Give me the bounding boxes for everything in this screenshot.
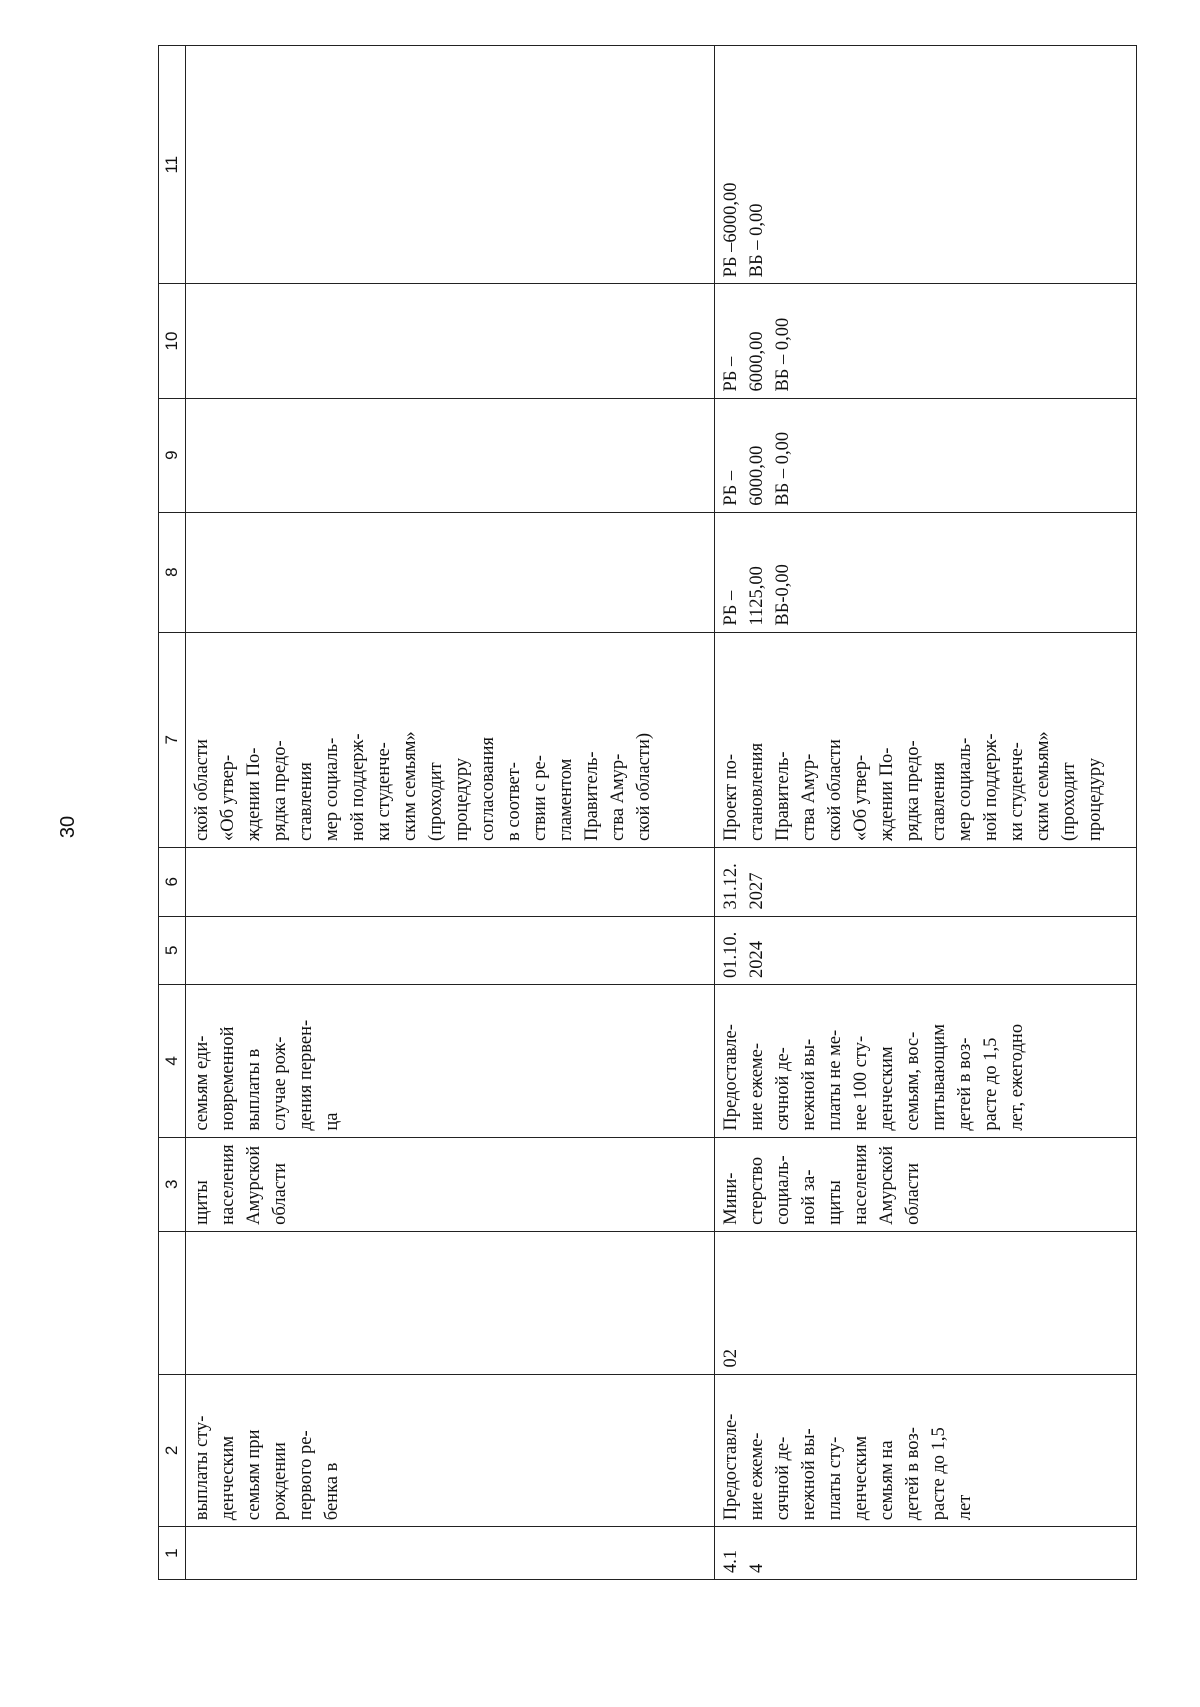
cell-result: семьям еди- новременной выплаты в случае рож- дения первен- ца [186,985,715,1138]
header-cell: 5 [159,916,186,984]
header-cell: 6 [159,848,186,916]
cell-number: 4.1 4 [715,1527,1137,1580]
header-cell: 7 [159,632,186,847]
cell-responsible: Мини- стерство социаль- ной за- щиты населения Амурской области [715,1137,1137,1231]
header-cell: 1 [159,1527,186,1580]
cell-funding-2024 [186,512,715,632]
page-number: 30 [57,815,79,839]
cell-end-date: 31.12. 2027 [715,848,1137,916]
cell-funding-2027 [186,46,715,284]
rotated-table-wrapper [158,45,1143,1580]
cell-responsible: щиты населения Амурской области [186,1137,715,1231]
cell-code [186,1231,715,1374]
header-row [159,46,186,1580]
header-cell [159,1231,186,1374]
header-cell: 11 [159,46,186,284]
table-row [715,46,1137,1580]
cell-start-date: 01.10. 2024 [715,916,1137,984]
cell-measure-name: выплаты сту- денческим семьям при рождении первого ре- бенка в [186,1374,715,1527]
header-cell: 9 [159,398,186,512]
cell-funding-2026 [186,284,715,398]
header-cell: 2 [159,1374,186,1527]
cell-funding-2026: РБ – 6000,00 ВБ – 0,00 [715,284,1137,398]
cell-number [186,1527,715,1580]
measures-table [158,45,1137,1580]
cell-end-date [186,848,715,916]
cell-legal-act: ской области «Об утвер- ждении По- рядка предо- ставления мер социаль- ной поддерж- ки студенче- ским семьям» (проходит процедуру согласования в соответ- ствии с ре- гламентом Правитель- ства Амур- ской области) [186,632,715,847]
cell-funding-2024: РБ – 1125,00 ВБ-0,00 [715,512,1137,632]
header-cell: 10 [159,284,186,398]
cell-result: Предоставле- ние ежеме- сячной де- нежной вы- платы не ме- нее 100 сту- денческим семьям, вос- питывающим детей в воз- расте до 1,5 лет, ежегодно [715,985,1137,1138]
cell-legal-act: Проект по- становления Правитель- ства Амур- ской области «Об утвер- ждении По- рядка предо- ставления мер социаль- ной поддерж- ки студенче- ским семьям» (проходит процедуру [715,632,1137,847]
cell-code: 02 [715,1231,1137,1374]
cell-funding-2025: РБ – 6000,00 ВБ – 0,00 [715,398,1137,512]
header-cell: 8 [159,512,186,632]
cell-start-date [186,916,715,984]
header-cell: 3 [159,1137,186,1231]
table-row [186,46,715,1580]
cell-measure-name: Предоставле- ние ежеме- сячной де- нежной вы- платы сту- денческим семьям на детей в воз- расте до 1,5 лет [715,1374,1137,1527]
header-cell: 4 [159,985,186,1138]
cell-funding-2025 [186,398,715,512]
cell-funding-2027: РБ –6000,00 ВБ – 0,00 [715,46,1137,284]
